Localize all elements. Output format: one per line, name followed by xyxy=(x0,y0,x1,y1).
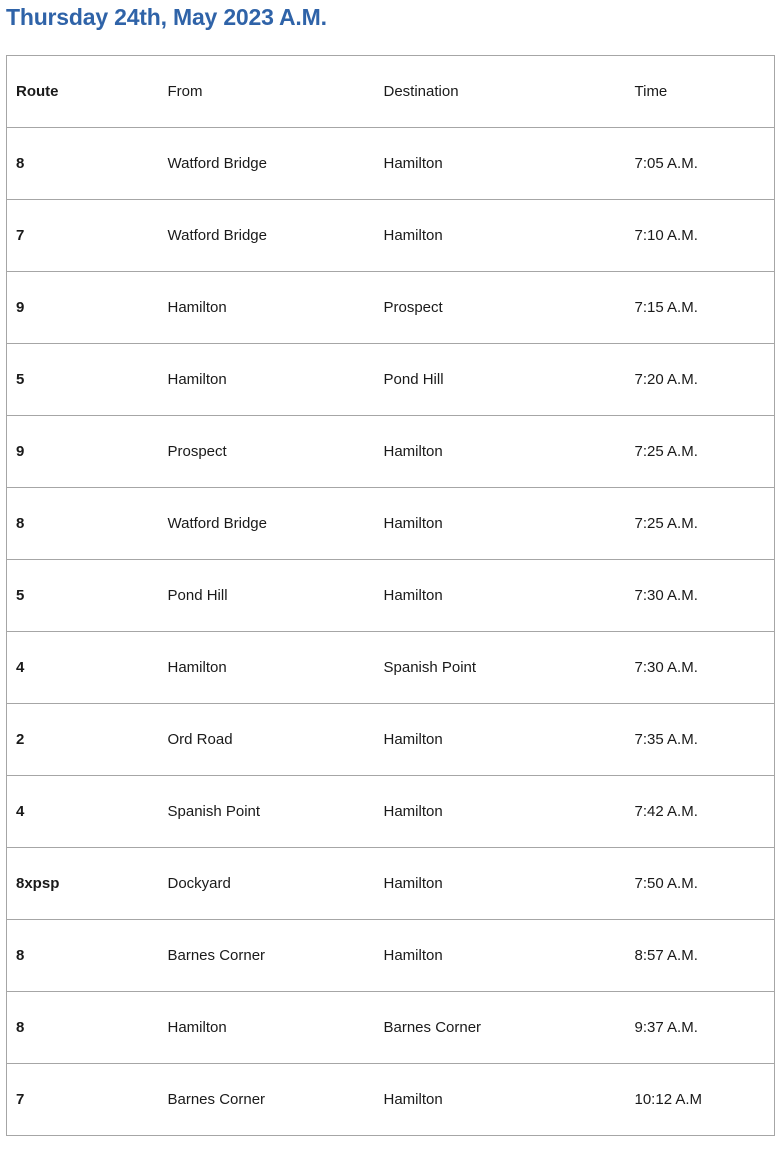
table-row xyxy=(7,200,775,272)
route-cell: 4 xyxy=(7,776,159,848)
table-row xyxy=(7,848,775,920)
route-cell: 5 xyxy=(7,344,159,416)
from-cell: Barnes Corner xyxy=(159,1064,375,1136)
header-time: Time xyxy=(626,56,775,128)
route-cell: 7 xyxy=(7,200,159,272)
header-route: Route xyxy=(7,56,159,128)
time-cell: 7:20 A.M. xyxy=(626,344,775,416)
table-row xyxy=(7,488,775,560)
destination-cell: Hamilton xyxy=(375,776,626,848)
page-title: Thursday 24th, May 2023 A.M. xyxy=(6,4,327,30)
destination-cell: Hamilton xyxy=(375,704,626,776)
destination-cell: Hamilton xyxy=(375,848,626,920)
route-cell: 9 xyxy=(7,272,159,344)
time-cell: 7:15 A.M. xyxy=(626,272,775,344)
time-cell: 9:37 A.M. xyxy=(626,992,775,1064)
table-row xyxy=(7,704,775,776)
table-row xyxy=(7,992,775,1064)
from-cell: Prospect xyxy=(159,416,375,488)
time-cell: 7:35 A.M. xyxy=(626,704,775,776)
from-cell: Ord Road xyxy=(159,704,375,776)
table-row xyxy=(7,1064,775,1136)
route-cell: 8 xyxy=(7,488,159,560)
route-cell: 8 xyxy=(7,128,159,200)
from-cell: Hamilton xyxy=(159,344,375,416)
route-cell: 4 xyxy=(7,632,159,704)
from-cell: Watford Bridge xyxy=(159,488,375,560)
route-cell: 8xpsp xyxy=(7,848,159,920)
destination-cell: Hamilton xyxy=(375,1064,626,1136)
from-cell: Hamilton xyxy=(159,272,375,344)
header-from: From xyxy=(159,56,375,128)
destination-cell: Hamilton xyxy=(375,128,626,200)
route-cell: 8 xyxy=(7,992,159,1064)
bus-schedule-table xyxy=(6,55,775,1136)
time-cell: 7:25 A.M. xyxy=(626,416,775,488)
route-cell: 9 xyxy=(7,416,159,488)
from-cell: Spanish Point xyxy=(159,776,375,848)
from-cell: Dockyard xyxy=(159,848,375,920)
time-cell: 7:30 A.M. xyxy=(626,560,775,632)
time-cell: 7:25 A.M. xyxy=(626,488,775,560)
from-cell: Hamilton xyxy=(159,992,375,1064)
time-cell: 7:05 A.M. xyxy=(626,128,775,200)
destination-cell: Hamilton xyxy=(375,488,626,560)
destination-cell: Prospect xyxy=(375,272,626,344)
destination-cell: Pond Hill xyxy=(375,344,626,416)
destination-cell: Hamilton xyxy=(375,560,626,632)
time-cell: 7:10 A.M. xyxy=(626,200,775,272)
from-cell: Barnes Corner xyxy=(159,920,375,992)
table-body xyxy=(7,128,775,1136)
destination-cell: Hamilton xyxy=(375,416,626,488)
route-cell: 5 xyxy=(7,560,159,632)
from-cell: Pond Hill xyxy=(159,560,375,632)
route-cell: 7 xyxy=(7,1064,159,1136)
from-cell: Watford Bridge xyxy=(159,200,375,272)
time-cell: 8:57 A.M. xyxy=(626,920,775,992)
table-row xyxy=(7,416,775,488)
table-row xyxy=(7,920,775,992)
table-row xyxy=(7,776,775,848)
route-cell: 2 xyxy=(7,704,159,776)
header-destination: Destination xyxy=(375,56,626,128)
destination-cell: Barnes Corner xyxy=(375,992,626,1064)
table-row xyxy=(7,128,775,200)
table-row xyxy=(7,560,775,632)
destination-cell: Hamilton xyxy=(375,920,626,992)
time-cell: 7:42 A.M. xyxy=(626,776,775,848)
destination-cell: Hamilton xyxy=(375,200,626,272)
time-cell: 7:30 A.M. xyxy=(626,632,775,704)
time-cell: 7:50 A.M. xyxy=(626,848,775,920)
table-header-row xyxy=(7,56,775,128)
destination-cell: Spanish Point xyxy=(375,632,626,704)
from-cell: Hamilton xyxy=(159,632,375,704)
table-row xyxy=(7,632,775,704)
route-cell: 8 xyxy=(7,920,159,992)
from-cell: Watford Bridge xyxy=(159,128,375,200)
time-cell: 10:12 A.M xyxy=(626,1064,775,1136)
table-row xyxy=(7,272,775,344)
table-row xyxy=(7,344,775,416)
